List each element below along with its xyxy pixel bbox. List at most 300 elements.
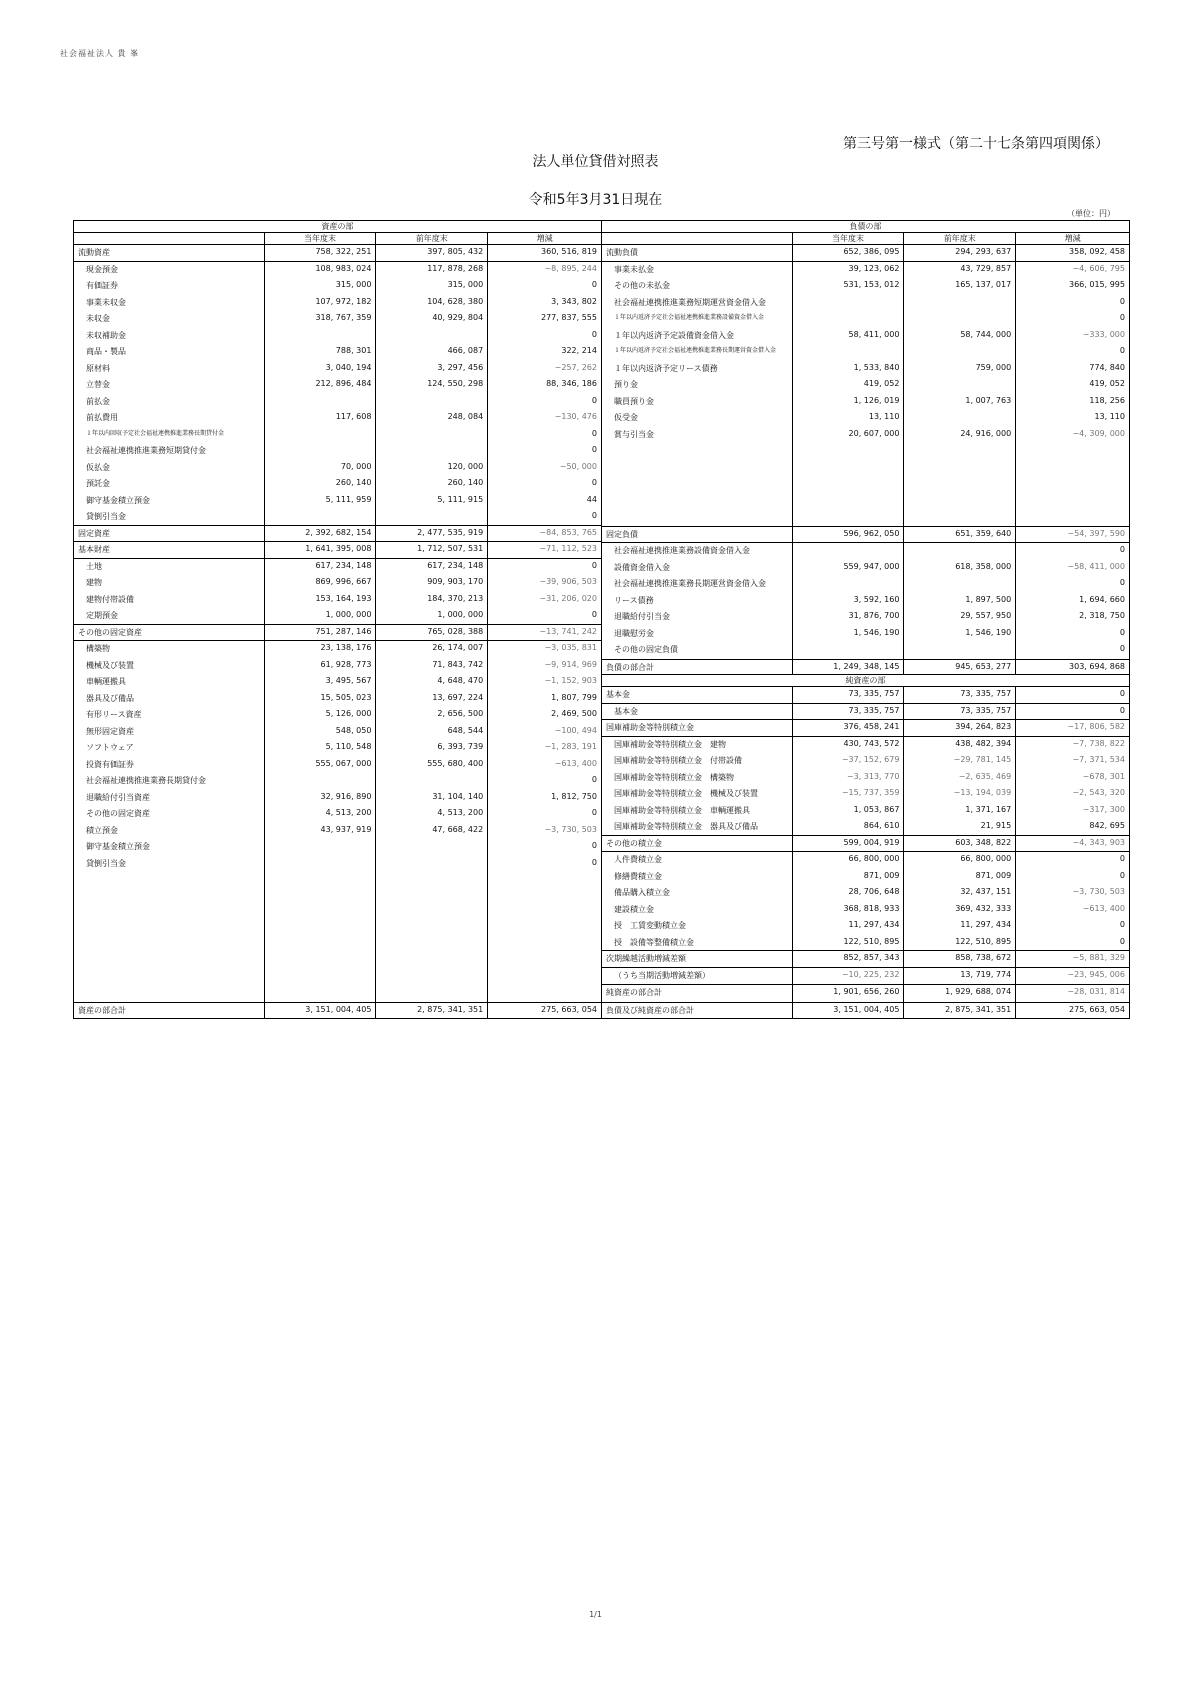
value-previous: −13, 194, 039 [904,786,1016,803]
row-label: 基本金 [602,687,793,703]
row-label: 有価証券 [74,278,265,295]
value-current: 864, 610 [793,819,905,835]
value-previous: 24, 916, 000 [904,427,1016,444]
value-previous: 945, 653, 277 [904,660,1016,675]
value-previous: 315, 000 [376,278,488,295]
row-label: 器具及び備品 [74,691,265,708]
value-previous [376,443,488,460]
assets-total-row [74,1002,601,1019]
value-current [793,543,905,560]
value-current: 1, 126, 019 [793,394,905,411]
value-current: 122, 510, 895 [793,935,905,951]
blank-cell [1016,493,1129,510]
value-change: −3, 730, 503 [1072,887,1125,896]
value-previous: 5, 111, 915 [376,493,488,510]
blank-row [602,460,1129,477]
value-previous: 29, 557, 950 [904,609,1016,626]
liabilities-total-row [602,659,1129,676]
row-label: 御守基金積立預金 [74,493,265,510]
value-change: 0 [1119,313,1125,322]
value-change: 0 [1119,870,1125,880]
row-label: 建設積立金 [602,902,793,919]
row-label: 社会福祉連携推進業務長期運営資金借入金 [602,576,793,593]
table-row [74,295,601,312]
blank-cell [1016,476,1129,493]
row-label: 有形リース資産 [74,707,265,724]
value-previous: 2, 656, 500 [376,707,488,724]
table-row [602,803,1129,820]
row-label: 貸倒引当金 [74,856,265,873]
table-row [74,509,601,526]
table-row [602,295,1129,312]
value-current: 617, 234, 148 [265,559,377,576]
blank-cell [1016,460,1129,477]
value-change: 0 [591,808,597,817]
balance-sheet-table [73,220,1130,1019]
table-row [74,377,601,394]
value-current: 20, 607, 000 [793,427,905,444]
value-current: 788, 301 [265,344,377,361]
value-previous: 397, 805, 432 [376,245,488,261]
assets-header-row [74,221,601,233]
value-previous: 858, 738, 672 [904,951,1016,967]
column-current: 当年度末 [265,233,377,244]
value-previous: 648, 544 [376,724,488,741]
value-previous: 13, 697, 224 [376,691,488,708]
value-change: −4, 309, 000 [1072,428,1125,438]
value-current: 871, 009 [793,869,905,886]
table-row [602,262,1129,279]
value-previous [904,410,1016,427]
value-previous: 4, 648, 470 [376,674,488,691]
blank-row [602,443,1129,460]
value-previous: 120, 000 [376,460,488,477]
value-change: −50, 000 [559,461,597,471]
value-previous: 1, 897, 500 [904,593,1016,610]
value-current: 548, 050 [265,724,377,741]
value-previous: 1, 712, 507, 531 [376,542,488,558]
row-label: 設備資金借入金 [602,560,793,577]
row-label: 土地 [74,559,265,576]
table-row [602,576,1129,593]
value-previous [904,344,1016,361]
value-current: 751, 287, 146 [265,625,377,641]
value-current: −10, 225, 232 [793,968,905,985]
value-current: 66, 800, 000 [793,852,905,869]
value-change: 0 [1119,578,1125,587]
value-previous: 104, 628, 380 [376,295,488,312]
value-current: 5, 111, 959 [265,493,377,510]
value-change: 0 [1119,627,1125,637]
liabilities-header-row [602,221,1129,233]
blank-cell [602,493,793,510]
table-row [74,559,601,576]
value-change: 1, 694, 660 [1079,594,1125,604]
table-row [74,823,601,840]
value-current: 107, 972, 182 [265,295,377,312]
value-previous: 1, 371, 167 [904,803,1016,820]
value-change: −54, 397, 590 [1067,528,1126,538]
value-change: 0 [1119,705,1125,715]
value-current: 419, 052 [793,377,905,394]
value-current: 1, 249, 348, 145 [793,660,905,675]
row-label: 立替金 [74,377,265,394]
value-current: 5, 110, 548 [265,740,377,757]
value-current: 23, 138, 176 [265,641,377,658]
value-change: 358, 092, 458 [1069,247,1126,256]
table-row [74,394,601,411]
section-row [602,687,1129,704]
value-change: −3, 730, 503 [544,824,597,834]
value-current [265,328,377,345]
value-previous: 13, 719, 774 [904,968,1016,985]
table-row [74,790,601,807]
value-previous: 1, 929, 688, 074 [904,985,1016,1001]
value-current: 4, 513, 200 [265,806,377,823]
row-label: 国庫補助金等特別積立金 機械及び装置 [602,786,793,803]
value-change: 44 [586,494,597,504]
table-row [74,839,601,856]
row-label: 固定資産 [74,526,265,542]
value-change: 360, 516, 819 [541,247,598,256]
value-change: −39, 906, 503 [539,577,597,586]
value-change: −4, 343, 903 [1072,837,1126,847]
value-change: −8, 895, 244 [544,263,597,273]
value-previous: 369, 432, 333 [904,902,1016,919]
document-title: 法人単位貸借対照表 [532,154,659,170]
table-row [74,344,601,361]
value-change: 88, 346, 186 [546,379,597,388]
table-row [74,262,601,279]
column-previous: 前年度末 [904,233,1016,244]
liabilities-header: 負債の部 [849,222,882,231]
row-label: 投資有価証券 [74,757,265,774]
value-current: 318, 767, 359 [265,311,377,328]
report-date: 令和5年3月31日現在 [528,192,663,208]
table-row [602,328,1129,345]
table-row [602,311,1129,328]
value-current: 15, 505, 023 [265,691,377,708]
value-previous [904,295,1016,312]
value-previous: 1, 546, 190 [904,626,1016,643]
blank-cell [904,460,1016,477]
value-change: −31, 206, 020 [539,593,597,603]
value-previous [376,856,488,873]
value-current [265,839,377,856]
value-change: 3, 343, 802 [551,296,597,306]
row-label: その他の固定資産 [74,806,265,823]
table-row [602,377,1129,394]
value-previous: 394, 264, 823 [904,720,1016,736]
row-label: 退職給付引当金 [602,609,793,626]
row-label: 国庫補助金等特別積立金 建物 [602,737,793,754]
value-change: −3, 035, 831 [544,643,597,652]
value-current [265,427,377,444]
value-current: 43, 937, 919 [265,823,377,840]
value-current: 117, 608 [265,410,377,427]
section-row [74,526,601,543]
liabilities-side [602,221,1129,1018]
blank-cell [793,460,905,477]
blank-cell [602,443,793,460]
value-previous [376,773,488,790]
table-row [74,757,601,774]
value-change: −7, 738, 822 [1072,738,1125,748]
assets-column-headers [74,233,601,245]
value-current [265,509,377,525]
value-change: 0 [591,775,597,784]
value-previous: 43, 729, 857 [904,262,1016,279]
value-change: 322, 214 [561,346,597,355]
value-previous: 618, 358, 000 [904,560,1016,577]
value-change: −17, 806, 582 [1067,722,1126,731]
value-current: 1, 901, 656, 260 [793,985,905,1001]
value-current: 212, 896, 484 [265,377,377,394]
value-change: 13, 110 [1094,412,1125,421]
value-previous: 26, 174, 007 [376,641,488,658]
table-row [74,410,601,427]
value-current: 430, 743, 572 [793,737,905,754]
value-current: 1, 546, 190 [793,626,905,643]
column-previous: 前年度末 [376,233,488,244]
value-previous [904,543,1016,560]
value-previous [904,377,1016,394]
table-row [602,609,1129,626]
value-current: 260, 140 [265,476,377,493]
value-change: −13, 741, 242 [539,626,598,636]
row-label: １年以内返済予定リース債務 [602,361,793,378]
blank-row [602,493,1129,510]
row-label: 固定負債 [602,527,793,543]
table-row [602,753,1129,770]
value-current [265,856,377,873]
value-change: −23, 945, 006 [1067,969,1125,979]
value-change: 277, 837, 555 [541,313,597,322]
section-row [602,245,1129,262]
row-label: 国庫補助金等特別積立金 車輌運搬具 [602,803,793,820]
unit-label: （単位：円） [1067,209,1115,218]
table-row [74,427,601,444]
value-change: 0 [1119,936,1125,946]
value-previous: 31, 104, 140 [376,790,488,807]
value-current: 555, 067, 000 [265,757,377,774]
table-row [602,786,1129,803]
value-current: 531, 153, 012 [793,278,905,295]
value-change: −2, 543, 320 [1072,788,1125,797]
table-row [602,819,1129,836]
value-previous [904,311,1016,328]
row-label: 預り金 [602,377,793,394]
section-row [602,951,1129,968]
value-current: 11, 297, 434 [793,918,905,935]
page-number: 1/1 [589,1610,602,1619]
value-previous: 438, 482, 394 [904,737,1016,754]
value-current: 108, 983, 024 [265,262,377,279]
value-current: 1, 533, 840 [793,361,905,378]
value-change: 0 [1119,346,1125,355]
row-label: ソフトウェア [74,740,265,757]
value-previous: 165, 137, 017 [904,278,1016,295]
value-current [793,642,905,659]
net-assets-rows [602,687,1129,984]
value-current: 1, 641, 395, 008 [265,542,377,558]
row-label: 純資産の部合計 [602,985,793,1001]
section-row [74,245,601,262]
value-current: 652, 386, 095 [793,245,905,261]
value-previous: 603, 348, 822 [904,836,1016,852]
value-previous: 555, 680, 400 [376,757,488,774]
section-row [602,720,1129,737]
form-identifier: 第三号第一様式（第二十七条第四項関係） [843,136,1109,152]
row-label: 備品購入積立金 [602,885,793,902]
assets-rows [74,245,601,872]
value-previous: 58, 744, 000 [904,328,1016,345]
value-current: 3, 592, 160 [793,593,905,610]
value-current [793,311,905,328]
value-previous: 40, 929, 804 [376,311,488,328]
row-label: 国庫補助金等特別積立金 構築物 [602,770,793,787]
value-change: 0 [591,610,597,619]
value-current: 39, 123, 062 [793,262,905,279]
value-previous [376,427,488,444]
blank-cell [793,509,905,526]
value-change: 275, 663, 054 [541,1004,598,1014]
value-previous: 71, 843, 742 [376,658,488,675]
row-label: 仮受金 [602,410,793,427]
value-current: 2, 392, 682, 154 [265,526,377,542]
row-label: 預託金 [74,476,265,493]
value-previous [904,642,1016,659]
blank-cell [602,476,793,493]
value-current: 13, 110 [793,410,905,427]
net-assets-header-row [602,675,1129,687]
value-previous: 32, 437, 151 [904,885,1016,902]
value-current: 70, 000 [265,460,377,477]
value-current: 58, 411, 000 [793,328,905,345]
blank-row [602,509,1129,526]
row-label: リース債務 [602,593,793,610]
value-previous: 11, 297, 434 [904,918,1016,935]
value-previous: 47, 668, 422 [376,823,488,840]
table-row [602,642,1129,659]
blank-cell [1016,443,1129,460]
value-change: 842, 695 [1089,821,1125,830]
row-label: 現金預金 [74,262,265,279]
value-current: 3, 151, 004, 405 [793,1003,905,1019]
blank-cell [904,476,1016,493]
value-previous: 117, 878, 268 [376,262,488,279]
table-row [74,361,601,378]
value-current: 559, 947, 000 [793,560,905,577]
value-current [793,344,905,361]
value-previous [904,576,1016,593]
value-previous: 6, 393, 739 [376,740,488,757]
value-previous: 2, 875, 341, 351 [904,1003,1016,1019]
value-previous: 1, 007, 763 [904,394,1016,411]
value-change: 0 [591,395,597,405]
blank-cell [904,493,1016,510]
value-change: 0 [591,857,597,867]
value-previous: 871, 009 [904,869,1016,886]
value-previous [376,328,488,345]
section-row [74,625,601,642]
blank-row [602,476,1129,493]
table-row [602,770,1129,787]
section-row [602,836,1129,853]
row-label: １年以内返済予定設備資金借入金 [602,328,793,345]
row-label: （うち当期活動増減差額） [602,968,793,985]
table-row [74,674,601,691]
value-change: −9, 914, 969 [544,659,597,669]
table-row [74,806,601,823]
row-label: 授 工賃変動積立金 [602,918,793,935]
value-change: −28, 031, 814 [1067,987,1126,996]
value-current: 599, 004, 919 [793,836,905,852]
row-label: 基本金 [602,704,793,720]
row-label: 資産の部合計 [74,1003,265,1019]
row-label: 車輌運搬具 [74,674,265,691]
value-change: 0 [591,511,597,520]
value-current: 376, 458, 241 [793,720,905,736]
value-change: 0 [1119,920,1125,929]
row-label: 次期繰越活動増減差額 [602,951,793,967]
table-row [602,918,1129,935]
value-change: −613, 400 [554,758,597,768]
value-previous: 617, 234, 148 [376,559,488,576]
value-previous: −29, 781, 145 [904,753,1016,770]
value-change: −317, 300 [1082,804,1125,814]
value-current: 852, 857, 343 [793,951,905,967]
value-change: 0 [591,280,597,289]
table-row [602,593,1129,610]
row-label: 退職給付引当資産 [74,790,265,807]
row-label: 御守基金積立預金 [74,839,265,856]
blank-cell [793,443,905,460]
row-label: 商品・製品 [74,344,265,361]
row-label: 退職慰労金 [602,626,793,643]
row-label: 負債の部合計 [602,660,793,675]
row-label: 修繕費積立金 [602,869,793,886]
value-current: −3, 313, 770 [793,770,905,787]
current-liabilities-rows [602,245,1129,526]
table-row [602,852,1129,869]
value-previous: 122, 510, 895 [904,935,1016,951]
assets-side [74,221,602,1018]
row-label: 積立預金 [74,823,265,840]
value-change: −257, 262 [554,362,597,372]
value-current: 5, 126, 000 [265,707,377,724]
value-change: 0 [591,428,597,438]
value-previous: 2, 477, 535, 919 [376,526,488,542]
value-change: 0 [591,445,597,454]
table-row [602,902,1129,919]
row-label: 基本財産 [74,542,265,558]
column-name-blank [74,233,265,244]
table-row [602,737,1129,754]
row-label: 事業未払金 [602,262,793,279]
value-change: 0 [1119,545,1125,554]
grand-total-row [602,1002,1129,1019]
value-previous: 260, 140 [376,476,488,493]
value-previous [376,509,488,525]
value-change: −84, 853, 765 [539,527,598,537]
value-previous: 466, 087 [376,344,488,361]
value-change: 2, 318, 750 [1079,611,1125,620]
value-current: 3, 151, 004, 405 [265,1003,377,1019]
table-row [74,691,601,708]
table-row [74,856,601,873]
value-previous: 4, 513, 200 [376,806,488,823]
